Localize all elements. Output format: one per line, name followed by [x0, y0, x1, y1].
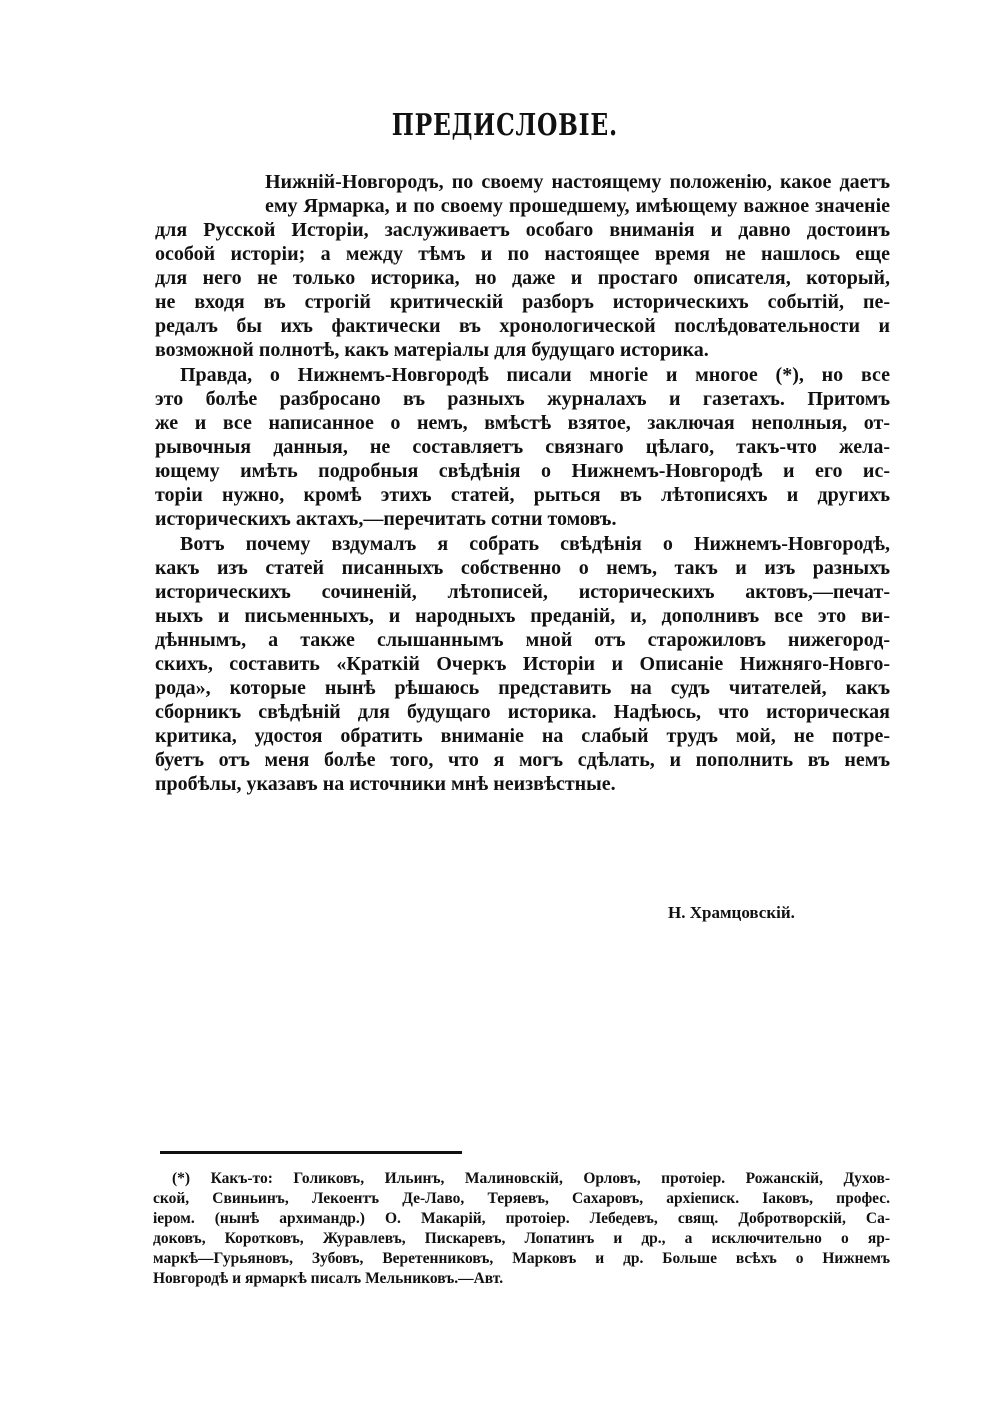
text-line: это болѣе разбросано въ разныхъ журналахъ и газетахъ. Притомъ [155, 388, 890, 410]
footnote-line: доковъ, Коротковъ, Журавлевъ, Пискаревъ, Лопатинъ и др., а исключительно о яр- [153, 1230, 890, 1247]
footnote-line: маркѣ—Гурьяновъ, Зубовъ, Веретенниковъ, Марковъ и др. Больше всѣхъ о Нижнемъ [153, 1250, 890, 1267]
text-line: критика, удостоя обратить вниманіе на слабый трудъ мой, не потре- [155, 725, 890, 747]
text-line: буетъ отъ меня болѣе того, что я могъ сдѣлать, и пополнить въ немъ [155, 749, 890, 771]
text-line: ему Ярмарка, и по своему прошедшему, имѣющему важное значеніе [265, 195, 890, 217]
text-line: рода», которые нынѣ рѣшаюсь представить на судъ читателей, какъ [155, 677, 890, 699]
text-line: историческихъ сочиненій, лѣтописей, историческихъ актовъ,—печат- [155, 581, 890, 603]
text-line: же и все написанное о немъ, вмѣстѣ взятое, заключая неполныя, от- [155, 412, 890, 434]
author-signature: Н. Храмцовскій. [668, 903, 795, 922]
text-line: Вотъ почему вздумалъ я собрать свѣдѣнія о Нижнемъ-Новгородѣ, [180, 533, 890, 555]
text-line: какъ изъ статей писанныхъ собственно о немъ, такъ и изъ разныхъ [155, 557, 890, 579]
footnote-line: ской, Свиньинъ, Лекоентъ Де-Лаво, Теряевъ, Сахаровъ, архіеписк. Іаковъ, профес. [153, 1190, 890, 1207]
footnote-divider [160, 1151, 462, 1154]
footnote-line: іером. (нынѣ архимандр.) О. Макарій, протоіер. Лебедевъ, свящ. Добротворскій, Са- [153, 1210, 890, 1227]
text-line: редалъ бы ихъ фактически въ хронологической послѣдовательности и [155, 315, 890, 337]
text-line: пробѣлы, указавъ на источники мнѣ неизвѣстные. [155, 773, 616, 795]
text-line: ныхъ и письменныхъ, и народныхъ преданій, и, дополнивъ все это ви- [155, 605, 890, 627]
text-line: для Русской Исторіи, заслуживаетъ особаго вниманія и давно достоинъ [155, 219, 890, 241]
page-title: ПРЕДИСЛОВІЕ. [391, 108, 618, 143]
text-line: скихъ, составить «Краткій Очеркъ Исторіи и Описаніе Нижняго-Новго- [155, 653, 890, 675]
text-line: сборникъ свѣдѣній для будущаго историка. Надѣюсь, что историческая [155, 701, 890, 723]
text-line: торіи нужно, кромѣ этихъ статей, рыться въ лѣтописяхъ и другихъ [155, 484, 890, 506]
text-line: историческихъ актахъ,—перечитать сотни томовъ. [155, 508, 617, 530]
text-line: рывочныя данныя, не составляетъ связнаго цѣлаго, такъ-что жела- [155, 436, 890, 458]
text-line: Правда, о Нижнемъ-Новгородѣ писали многіе и многое (*), но все [180, 364, 890, 386]
text-line: ющему имѣть подробныя свѣдѣнія о Нижнемъ-Новгородѣ и его ис- [155, 460, 890, 482]
text-line: не входя въ строгій критическій разборъ историческихъ событій, пе- [155, 291, 890, 313]
text-line: возможной полнотѣ, какъ матеріалы для будущаго историка. [155, 339, 709, 361]
footnote-line: (*) Какъ-то: Голиковъ, Ильинъ, Малиновскій, Орловъ, протоіер. Рожанскій, Духов- [172, 1170, 890, 1187]
text-line: для него не только историка, но даже и простаго описателя, который, [155, 267, 890, 289]
text-line: дѣннымъ, а также слышаннымъ мной отъ старожиловъ нижегород- [155, 629, 890, 651]
text-line: особой исторіи; а между тѣмъ и по настоящее время не нашлось еще [155, 243, 890, 265]
text-line: Нижній-Новгородъ, по своему настоящему положенію, какое даетъ [265, 171, 890, 193]
footnote-line: Новгородѣ и ярмаркѣ писалъ Мельниковъ.—Авт. [153, 1270, 504, 1287]
